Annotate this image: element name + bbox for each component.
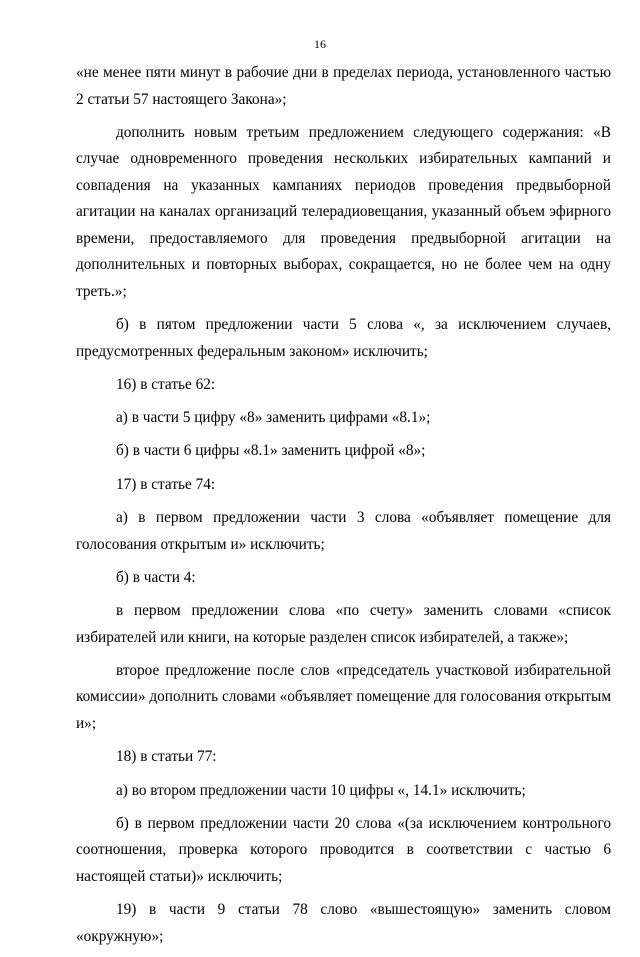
paragraph: в первом предложении слова «по счету» заменить словами «список избирателей или книги, на которые разделен список избирателей, а также»; (76, 602, 611, 646)
paragraph: 17) в статье 74: (116, 475, 216, 493)
paragraph: второе предложение после слов «председатель участковой избирательной комиссии» дополнить словами «объявляет помещение для голосования открытым и»; (76, 661, 611, 732)
paragraph: а) в части 5 цифру «8» заменить цифрами «8.1»; (116, 409, 431, 427)
paragraph: дополнить новым третьим предложением следующего содержания: «В случае одновременного проведения нескольких избирательных кампаний и совпадения на указанных кампаниях периодов проведения предвыборной агитации на каналах организаций телерадиовещания, указанный объем эфирного времени, предоставляемого для проведения предвыборной агитации на дополнительных и повторных выборах, сокращается, но не более чем на одну треть.»; (76, 123, 611, 300)
paragraph: б) в части 4: (116, 568, 196, 586)
paragraph: а) во втором предложении части 10 цифры «, 14.1» исключить; (116, 781, 526, 799)
paragraph: б) в пятом предложении части 5 слова «, за исключением случаев, предусмотренных федеральным законом» исключить; (76, 316, 611, 360)
document-body (76, 60, 611, 957)
page-number: 16 (314, 37, 326, 51)
paragraph: 16) в статье 62: (116, 375, 216, 393)
paragraph: б) в первом предложении части 20 слова «(за исключением контрольного соотношения, проверка которого проводится в соответствии с частью 6 настоящей статьи)» исключить; (76, 814, 611, 885)
paragraph: «не менее пяти минут в рабочие дни в пределах периода, установленного частью 2 статьи 57 настоящего Закона»; (76, 64, 611, 108)
paragraph: а) в первом предложении части 3 слова «объявляет помещение для голосования открытым и» исключить; (76, 509, 611, 553)
paragraph: 18) в статьи 77: (116, 748, 217, 766)
paragraph: б) в части 6 цифры «8.1» заменить цифрой «8»; (116, 442, 426, 460)
paragraph: 19) в части 9 статьи 78 слово «вышестоящую» заменить словом «окружную»; (76, 901, 611, 945)
